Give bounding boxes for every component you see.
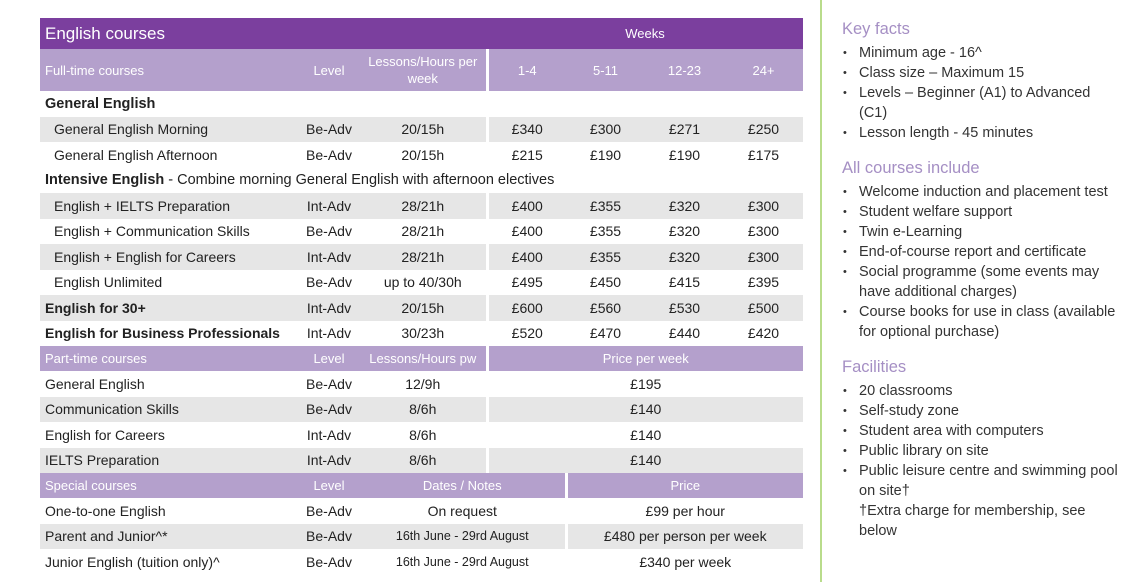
price-cell: £530 [645,295,724,321]
course-level: Int-Adv [298,448,360,474]
header-courses: Part-time courses [40,346,298,371]
table-row [40,422,803,448]
price-cell: £500 [724,295,803,321]
table-title: English courses [40,18,487,49]
header-lessons: Lessons/Hours per week [360,49,487,91]
list-item: • Course books for use in class (available for optional purchase) [842,302,1122,342]
course-name: Junior English (tuition only)^ [45,553,220,570]
table-banner [40,18,803,49]
list-item: • Minimum age - 16^ [842,43,1122,63]
list-item: • Student area with computers [842,421,1122,441]
header-lessons: Lessons/Hours pw [360,346,487,371]
header-weeks-24-plus: 24+ [724,49,803,91]
table-row [40,498,803,524]
course-level: Be-Adv [306,223,352,240]
price-cell: £175 [747,146,780,163]
table-row [40,524,803,550]
price-cell: £215 [487,142,566,168]
course-name: General English Morning [40,117,298,143]
header-weeks-5-11: 5-11 [566,49,645,91]
price-cell: £400 [487,219,566,245]
course-level: Be-Adv [298,524,360,550]
course-name: IELTS Preparation [40,448,298,474]
list-item: • Student welfare support [842,202,1122,222]
price-cell: £355 [566,244,645,270]
section-heading: Intensive English [45,172,165,189]
price-cell: £355 [566,193,645,219]
course-level: Be-Adv [306,375,352,392]
price-cell: £271 [645,117,724,143]
course-lessons: 8/6h [360,448,487,474]
list-item: • End-of-course report and certificate [842,242,1122,262]
list-item: • Public library on site [842,441,1122,461]
price-cell: £320 [668,223,701,240]
price-cell: £415 [668,274,701,291]
table-row [40,219,803,245]
table-row [40,193,803,219]
table-row [40,397,803,423]
header-courses: Special courses [40,473,298,498]
header-weeks-12-23: 12-23 [645,49,724,91]
course-name: English for Business Professionals [45,325,280,342]
table-row [40,142,803,168]
price-cell: £600 [487,295,566,321]
facilities-footnote: †Extra charge for membership, see below [859,503,1086,539]
header-courses: Full-time courses [40,49,298,91]
facilities-title: Facilities [842,358,907,376]
key-facts-title: Key facts [842,20,910,38]
course-name: English for 30+ [40,295,298,321]
course-lessons: 20/15h [401,146,445,163]
table-row [40,244,803,270]
special-header-row [40,473,803,498]
course-lessons: 8/6h [360,397,487,423]
list-item: • Levels – Beginner (A1) to Advanced (C1) [842,83,1122,123]
price-cell: £440 [668,325,701,342]
section-note: - Combine morning General English with afternoon electives [164,172,555,189]
course-name: Parent and Junior^* [40,524,298,550]
includes-title: All courses include [842,159,980,177]
course-lessons: 12/9h [405,375,441,392]
price-cell: £470 [589,325,622,342]
price-cell: £140 [487,397,803,423]
course-name: English + IELTS Preparation [40,193,298,219]
table-row [40,270,803,296]
list-item: • Class size – Maximum 15 [842,63,1122,83]
section-intensive-english [40,168,803,194]
course-level: Int-Adv [298,193,360,219]
price-cell: £320 [645,244,724,270]
course-level: Be-Adv [298,397,360,423]
price-cell: £300 [724,244,803,270]
course-lessons: 28/21h [360,193,487,219]
section-heading: General English [45,95,156,112]
course-lessons: 8/6h [409,426,437,443]
price-cell: £480 per person per week [566,524,803,550]
course-level: Int-Adv [298,244,360,270]
price-cell: £300 [724,193,803,219]
key-facts-list [842,43,1122,143]
price-cell: £450 [589,274,622,291]
list-item: • Self-study zone [842,401,1122,421]
info-panel [842,18,1122,541]
header-price: Price per week [487,346,803,371]
course-name: English + Communication Skills [54,223,250,240]
table-row [40,371,803,397]
course-level: Be-Adv [298,117,360,143]
course-lessons: 20/15h [360,117,487,143]
list-item: • 20 classrooms [842,381,1122,401]
course-name: One-to-one English [45,502,166,519]
header-level: Level [298,473,360,498]
price-cell: £99 per hour [566,498,803,524]
course-level: Int-Adv [306,325,352,342]
price-cell: £495 [487,270,566,296]
list-item: • Lesson length - 45 minutes [842,123,1122,143]
price-cell: £195 [487,371,803,397]
course-name: General English Afternoon [54,146,218,163]
fulltime-header-row [40,49,803,91]
list-item: • Public leisure centre and swimming pool on site† [842,461,1122,501]
course-lessons: 28/21h [360,244,487,270]
price-cell: £420 [747,325,780,342]
course-dates: 16th June - 29rd August [395,554,529,569]
table-row [40,321,803,347]
includes-list [842,182,1122,342]
course-level: Be-Adv [306,553,352,570]
course-name: English for Careers [45,426,165,443]
price-cell: £400 [487,193,566,219]
course-name: General English [45,375,145,392]
price-cell: £300 [566,117,645,143]
course-level: Int-Adv [306,426,352,443]
price-cell: £140 [487,448,803,474]
list-item: • Twin e-Learning [842,222,1122,242]
price-cell: £300 [747,223,780,240]
course-name: Communication Skills [40,397,298,423]
price-cell: £340 per week [566,549,803,575]
course-lessons: 28/21h [401,223,445,240]
price-cell: £520 [487,321,566,347]
price-cell: £320 [645,193,724,219]
course-level: Be-Adv [306,274,352,291]
price-cell: £140 [487,422,803,448]
parttime-header-row [40,346,803,371]
header-dates: Dates / Notes [360,473,566,498]
price-cell: £355 [589,223,622,240]
header-price: Price [566,473,803,498]
table-row [40,549,803,575]
price-cell: £395 [747,274,780,291]
weeks-label: Weeks [487,18,803,49]
course-name: English Unlimited [54,274,163,291]
price-cell: £340 [487,117,566,143]
course-lessons: 30/23h [401,325,445,342]
course-level: Int-Adv [298,295,360,321]
table-row [40,295,803,321]
table-row [40,117,803,143]
list-item: • Welcome induction and placement test [842,182,1122,202]
list-item: • Social programme (some events may have additional charges) [842,262,1122,302]
header-level: Level [298,49,360,91]
course-level: Be-Adv [306,502,352,519]
facilities-list [842,381,1122,501]
course-lessons: 20/15h [360,295,487,321]
price-cell: £190 [668,146,701,163]
section-general-english [40,91,803,117]
table-row [40,448,803,474]
header-weeks-1-4: 1-4 [487,49,566,91]
english-courses-table [40,18,803,575]
header-level: Level [298,346,360,371]
column-divider [820,0,822,582]
price-cell: £250 [724,117,803,143]
price-cell: £190 [589,146,622,163]
price-cell: £400 [487,244,566,270]
course-dates: On request [427,502,497,519]
course-level: Be-Adv [306,146,352,163]
course-name: English + English for Careers [40,244,298,270]
course-lessons: up to 40/30h [383,274,462,291]
price-cell: £560 [566,295,645,321]
course-dates: 16th June - 29rd August [360,524,566,550]
